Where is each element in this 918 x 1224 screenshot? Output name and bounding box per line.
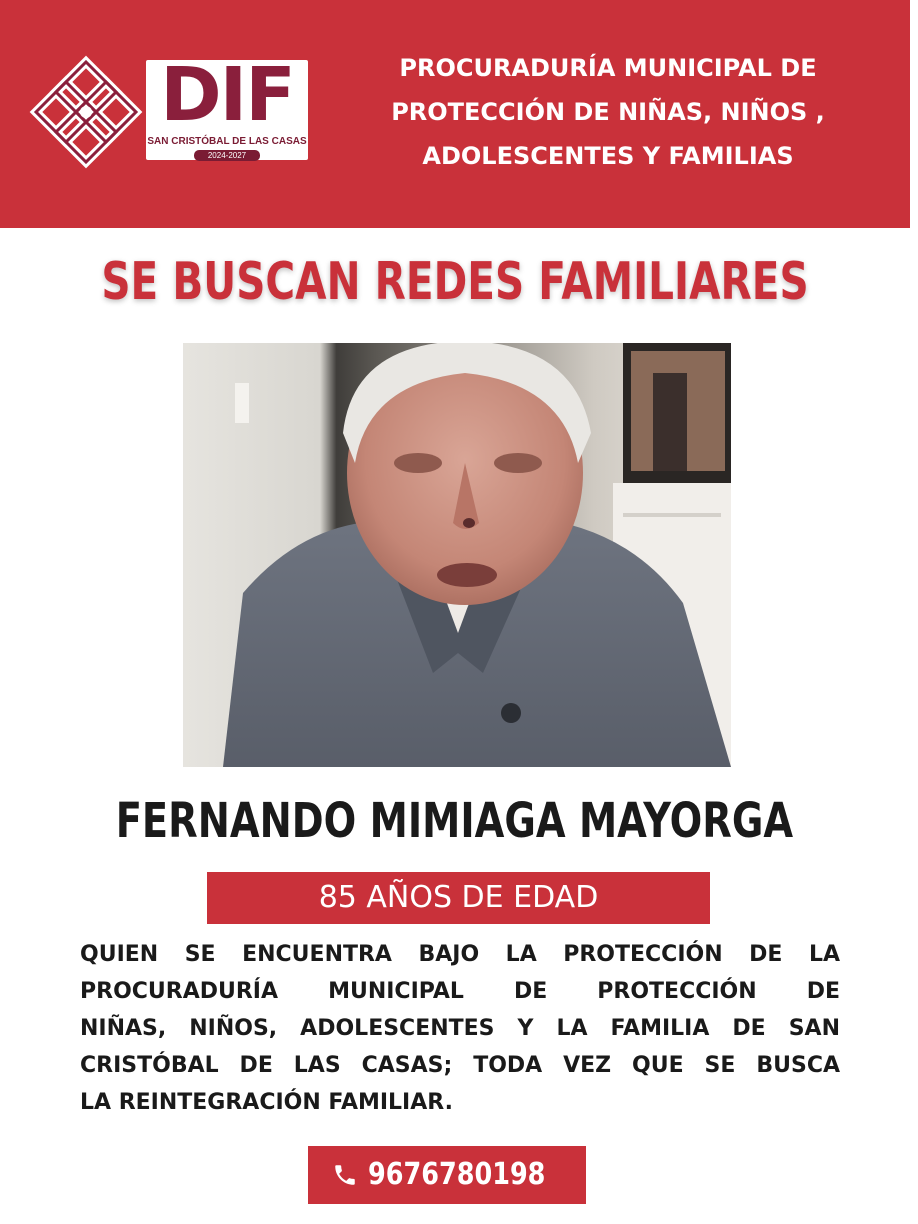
dif-city: SAN CRISTÓBAL DE LAS CASAS — [147, 136, 307, 147]
body-line: QUIEN SE ENCUENTRA BAJO LA PROTECCIÓN DE LA — [80, 942, 840, 967]
dif-years: 2024-2027 — [194, 150, 260, 161]
person-name: FERNANDO MIMIAGA MAYORGA — [115, 793, 794, 849]
dif-knot-emblem-icon — [28, 54, 144, 170]
dif-wordmark — [146, 52, 308, 160]
body-line: NIÑAS, NIÑOS, ADOLESCENTES Y LA FAMILIA DE SAN — [80, 1016, 840, 1041]
header-title-line: PROCURADURÍA MUNICIPAL DE — [399, 54, 817, 82]
phone-icon — [332, 1162, 358, 1188]
header-banner — [0, 0, 910, 228]
header-title-line: ADOLESCENTES Y FAMILIAS — [422, 142, 794, 170]
age-badge: 85 AÑOS DE EDAD — [207, 872, 710, 924]
header-title — [338, 46, 878, 178]
phone-contact[interactable] — [308, 1146, 586, 1204]
body-line: LA REINTEGRACIÓN FAMILIAR. — [80, 1090, 453, 1115]
phone-number[interactable]: 9676780198 — [368, 1157, 546, 1192]
dif-logo — [28, 52, 308, 172]
body-paragraph — [80, 936, 840, 1121]
dif-letters: DIF — [160, 52, 294, 138]
main-heading: SE BUSCAN REDES FAMILIARES — [101, 252, 809, 312]
person-photo — [183, 343, 731, 767]
body-line: PROCURADURÍA MUNICIPAL DE PROTECCIÓN DE — [80, 979, 840, 1004]
body-line: CRISTÓBAL DE LAS CASAS; TODA VEZ QUE SE BUSCA — [80, 1053, 840, 1078]
header-title-line: PROTECCIÓN DE NIÑAS, NIÑOS , — [391, 98, 825, 126]
